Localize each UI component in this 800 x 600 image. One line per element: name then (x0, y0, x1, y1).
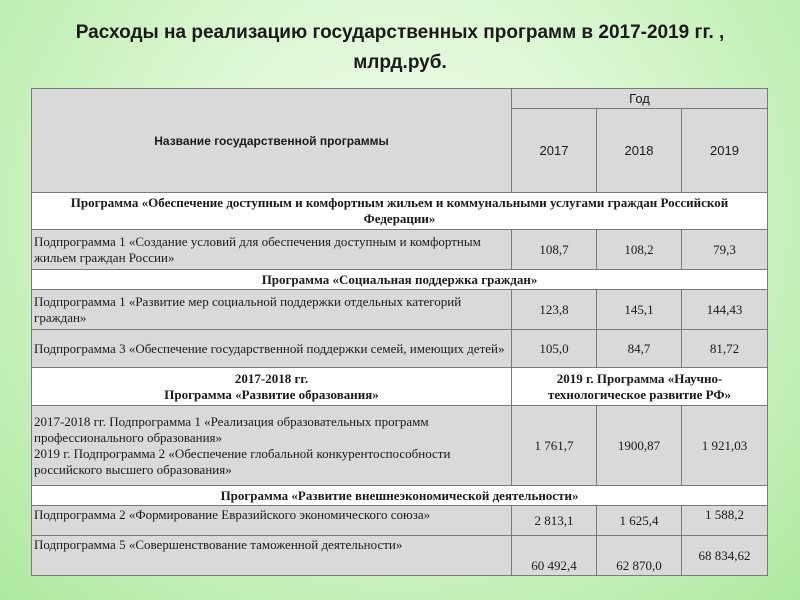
row-name-part-2: 2019 г. Подпрограмма 2 «Обеспечение глобальной конкурентоспособности российского высшего образования» (34, 445, 451, 477)
row-name: Подпрограмма 1 «Создание условий для обеспечения доступным и комфортным жильем граждан России» (32, 230, 512, 270)
header-year-2018: 2018 (597, 109, 682, 193)
title-line-2: млрд.руб. (353, 52, 447, 73)
row-name: Подпрограмма 1 «Развитие мер социальной поддержки отдельных категорий граждан» (32, 290, 512, 330)
section-row (32, 270, 768, 290)
row-value-2019: 144,43 (682, 290, 768, 330)
section-education-title: Программа «Развитие образования» (164, 386, 379, 402)
row-value-2017: 1 761,7 (512, 406, 597, 486)
section-social-support: Программа «Социальная поддержка граждан» (32, 270, 768, 290)
row-value-2018: 84,7 (597, 330, 682, 368)
programs-table (31, 88, 768, 576)
row-name: Подпрограмма 2 «Формирование Евразийского экономического союза» (32, 506, 512, 536)
row-name (32, 406, 512, 486)
table-row (32, 536, 768, 576)
header-year-2019: 2019 (682, 109, 768, 193)
section-education (32, 368, 512, 406)
row-value-2018: 108,2 (597, 230, 682, 270)
header-year-2017: 2017 (512, 109, 597, 193)
page-title (40, 18, 760, 78)
row-name: Подпрограмма 5 «Совершенствование таможенной деятельности» (32, 536, 512, 576)
row-value-2017: 108,7 (512, 230, 597, 270)
table-header-row (32, 89, 768, 109)
table-row (32, 290, 768, 330)
section-housing: Программа «Обеспечение доступным и комфортным жильем и коммунальными услугами граждан Российской Федерации» (32, 193, 768, 230)
header-name-cell: Название государственной программы (32, 89, 512, 193)
row-name: Подпрограмма 3 «Обеспечение государственной поддержки семей, имеющих детей» (32, 330, 512, 368)
title-line-1: Расходы на реализацию государственных программ в 2017-2019 гг. , (75, 22, 725, 43)
row-value-2017: 60 492,4 (512, 536, 597, 576)
row-value-2017: 123,8 (512, 290, 597, 330)
section-science-tech: 2019 г. Программа «Научно-технологическое развитие РФ» (512, 368, 768, 406)
table-row (32, 230, 768, 270)
row-value-2018: 1 625,4 (597, 506, 682, 536)
row-value-2017: 2 813,1 (512, 506, 597, 536)
section-education-years: 2017-2018 гг. (234, 370, 309, 386)
row-value-2018: 145,1 (597, 290, 682, 330)
row-value-2019: 79,3 (682, 230, 768, 270)
header-year-group: Год (512, 89, 768, 109)
row-value-2019: 68 834,62 (682, 536, 768, 576)
section-row (32, 368, 768, 406)
table-row (32, 506, 768, 536)
table-row (32, 330, 768, 368)
section-row (32, 486, 768, 506)
row-value-2017: 105,0 (512, 330, 597, 368)
row-value-2018: 62 870,0 (597, 536, 682, 576)
row-value-2019: 81,72 (682, 330, 768, 368)
row-value-2018: 1900,87 (597, 406, 682, 486)
row-value-2019: 1 921,03 (682, 406, 768, 486)
row-value-2019: 1 588,2 (682, 506, 768, 536)
section-foreign-trade: Программа «Развитие внешнеэкономической деятельности» (32, 486, 768, 506)
table-row (32, 406, 768, 486)
row-name-part-1: 2017-2018 гг. Подпрограмма 1 «Реализация образовательных программ профессионального образования» (34, 413, 429, 445)
section-row (32, 193, 768, 230)
